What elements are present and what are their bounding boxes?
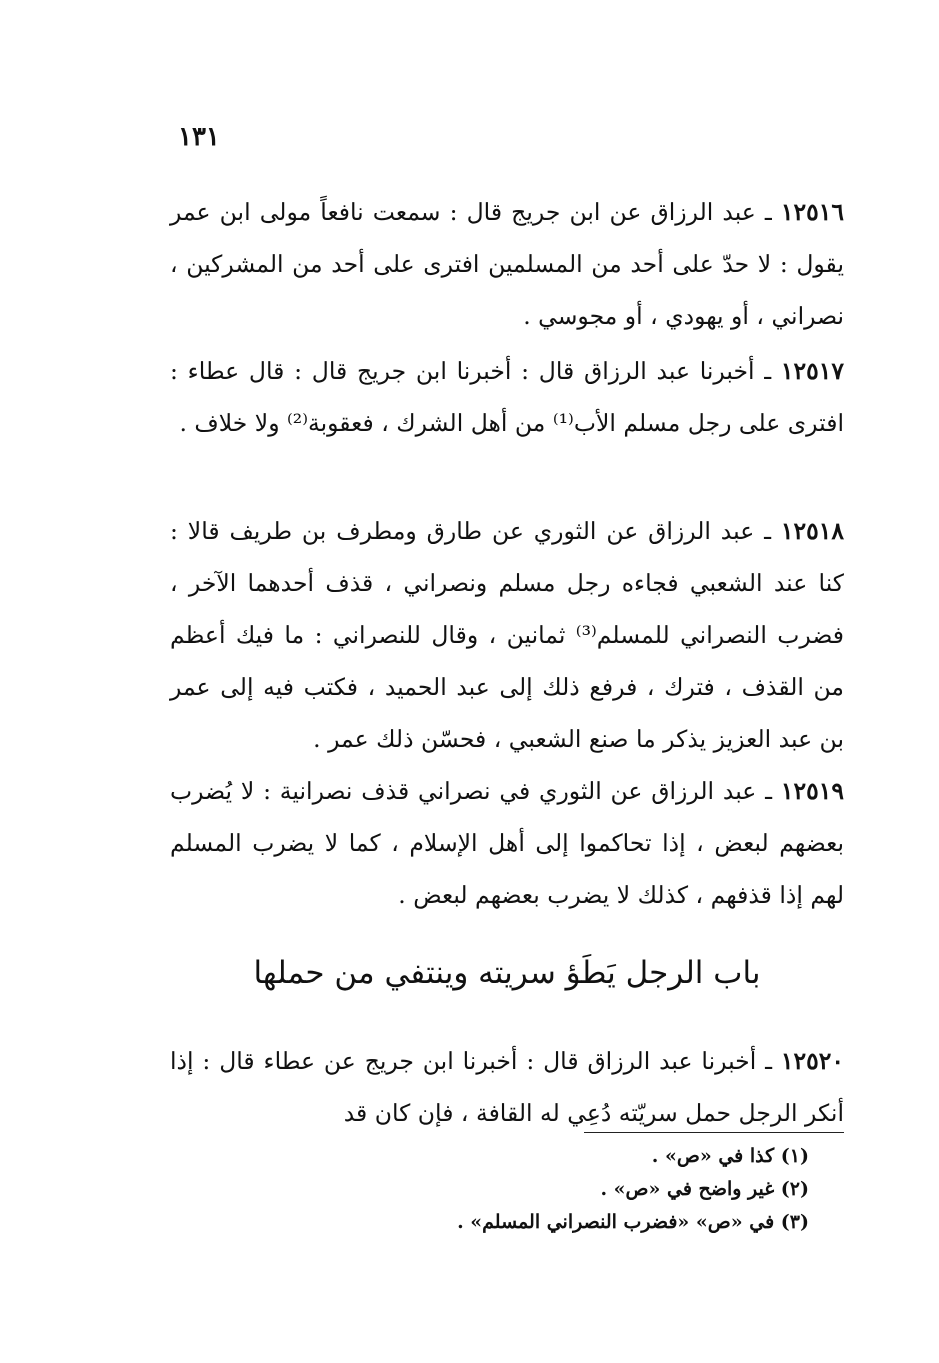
footnote-3: (٣) في «ص» «فضرب النصراني المسلم» .: [457, 1211, 809, 1233]
hadith-number: ١٢٥١٧: [780, 357, 844, 385]
hadith-number: ١٢٥١٨: [780, 517, 844, 545]
hadith-number: ١٢٥١٩: [780, 777, 844, 805]
hadith-number: ١٢٥١٦: [780, 198, 844, 226]
hadith-text: ـ عبد الرزاق عن الثوري في نصراني قذف نصرانية : لا يُضرب بعضهم لبعض ، إذا تحاكموا إلى أهل الإسلام ، كما لا يضرب المسلم لهم إذا قذفهم ، كذلك لا يضرب بعضهم لبعض .: [170, 777, 844, 909]
hadith-text: ـ أخبرنا عبد الرزاق قال : أخبرنا ابن جريج قال : قال عطاء : افترى على رجل مسلم الأب⁽¹⁾ من أهل الشرك ، فعقوبة⁽²⁾ ولا خلاف .: [170, 357, 844, 437]
hadith-12516: [170, 186, 844, 342]
footnote-2: (٢) غير واضح في «ص» .: [600, 1178, 809, 1200]
hadith-12517: [170, 345, 844, 449]
hadith-text: ـ عبد الرزاق عن الثوري عن طارق ومطرف بن طريف قالا : كنا عند الشعبي فجاءه رجل مسلم ونصراني ، قذف أحدهما الآخر ، فضرب النصراني للمسلم⁽³⁾ ثمانين ، وقال للنصراني : ما فيك أعظم من القذف ، فترك ، فرفع ذلك إلى عبد الحميد ، فكتب فيه إلى عمر بن عبد العزيز يذكر ما صنع الشعبي ، فحسّن ذلك عمر .: [170, 517, 844, 753]
hadith-12520: [170, 1035, 844, 1139]
footnotes: [170, 1140, 809, 1239]
hadith-12518: [170, 505, 844, 765]
footnote-divider: [584, 1132, 844, 1133]
chapter-title: باب الرجل يَطَؤ سريته وينتفي من حملها: [253, 955, 761, 991]
hadith-text: ـ أخبرنا عبد الرزاق قال : أخبرنا ابن جريج عن عطاء قال : إذا أنكر الرجل حمل سريّته دُعِي له القافة ، فإن كان قد: [170, 1047, 844, 1127]
hadith-number: ١٢٥٢٠: [780, 1047, 844, 1075]
hadith-12519: [170, 765, 844, 921]
footnote-1: (١) كذا في «ص» .: [651, 1145, 809, 1167]
page-number: ١٣١: [178, 122, 220, 152]
hadith-text: ـ عبد الرزاق عن ابن جريج قال : سمعت نافعاً مولى ابن عمر يقول : لا حدّ على أحد من المسلمين افترى على أحد من المشركين ، نصراني ، أو يهودي ، أو مجوسي .: [170, 198, 844, 330]
